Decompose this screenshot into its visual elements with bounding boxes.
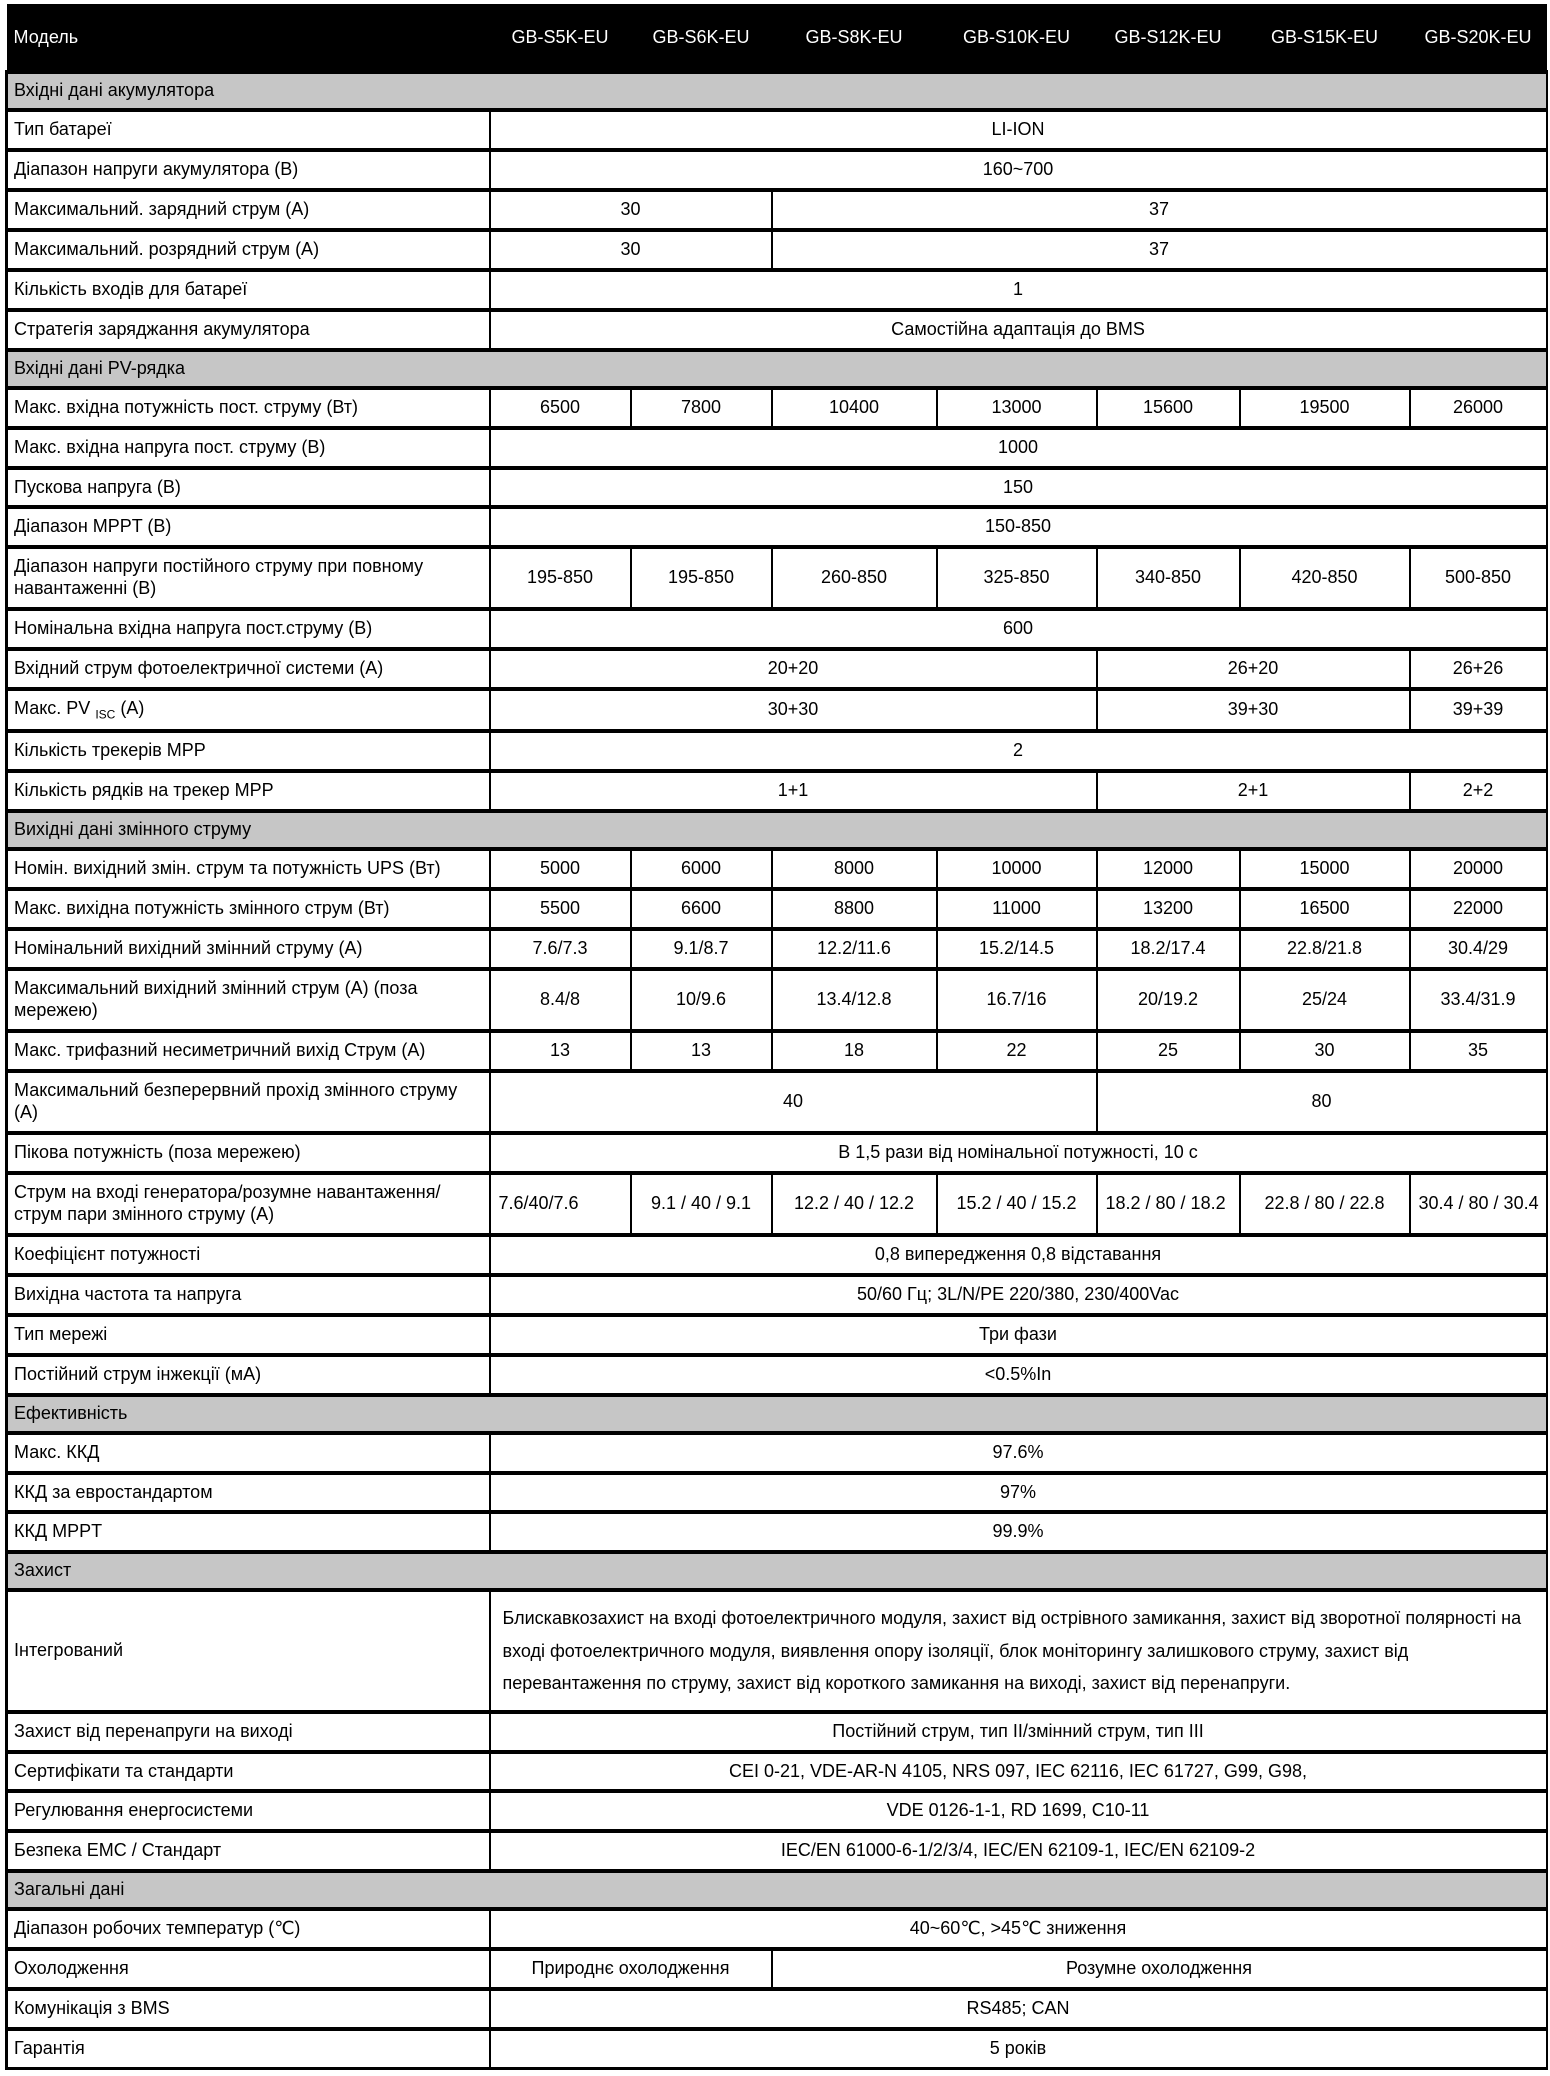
spec-row bbox=[7, 689, 1547, 731]
spec-value: 33.4/31.9 bbox=[1410, 969, 1547, 1031]
spec-value: 2+1 bbox=[1097, 771, 1410, 811]
spec-value: 39+30 bbox=[1097, 689, 1410, 731]
spec-value: 18.2/17.4 bbox=[1097, 929, 1240, 969]
spec-value: 1000 bbox=[490, 428, 1547, 468]
spec-label: Макс. ККД bbox=[7, 1433, 490, 1473]
spec-label: Стратегія заряджання акумулятора bbox=[7, 310, 490, 350]
spec-value: 16.7/16 bbox=[937, 969, 1097, 1031]
spec-value: 18 bbox=[772, 1031, 937, 1071]
section-row bbox=[7, 1871, 1547, 1909]
section-row bbox=[7, 1395, 1547, 1433]
spec-value: 12.2 / 40 / 12.2 bbox=[772, 1173, 937, 1235]
spec-value: 1 bbox=[490, 270, 1547, 310]
spec-value: 22.8 / 80 / 22.8 bbox=[1240, 1173, 1410, 1235]
spec-value: 30.4 / 80 / 30.4 bbox=[1410, 1173, 1547, 1235]
spec-row bbox=[7, 1752, 1547, 1792]
spec-value: 39+39 bbox=[1410, 689, 1547, 731]
spec-label: Струм на вході генератора/розумне навантаження/струм пари змінного струму (А) bbox=[7, 1173, 490, 1235]
spec-value: 2 bbox=[490, 731, 1547, 771]
spec-label: Комунікація з BMS bbox=[7, 1989, 490, 2029]
spec-value: Розумне охолодження bbox=[772, 1949, 1547, 1989]
spec-label: Захист від перенапруги на виході bbox=[7, 1712, 490, 1752]
model-name: GB-S10K-EU bbox=[937, 4, 1097, 72]
spec-row bbox=[7, 150, 1547, 190]
spec-value: 26000 bbox=[1410, 388, 1547, 428]
spec-label: Номінальна вхідна напруга пост.струму (В) bbox=[7, 609, 490, 649]
spec-row bbox=[7, 1949, 1547, 1989]
spec-label: Діапазон напруги постійного струму при повному навантаженні (В) bbox=[7, 547, 490, 609]
spec-value: В 1,5 рази від номінальної потужності, 10 с bbox=[490, 1133, 1547, 1173]
spec-table-body bbox=[7, 72, 1547, 2069]
section-row bbox=[7, 811, 1547, 849]
spec-label: Інтегрований bbox=[7, 1590, 490, 1711]
spec-row bbox=[7, 270, 1547, 310]
spec-row bbox=[7, 1590, 1547, 1711]
spec-value: 26+26 bbox=[1410, 649, 1547, 689]
spec-label: Максимальний. зарядний струм (А) bbox=[7, 190, 490, 230]
spec-value: 13200 bbox=[1097, 889, 1240, 929]
spec-label: Тип батареї bbox=[7, 110, 490, 150]
spec-value: 5 років bbox=[490, 2029, 1547, 2068]
spec-label: ККД MPPT bbox=[7, 1512, 490, 1552]
spec-value: 50/60 Гц; 3L/N/PE 220/380, 230/400Vac bbox=[490, 1275, 1547, 1315]
spec-value: 30+30 bbox=[490, 689, 1097, 731]
spec-label: Сертифікати та стандарти bbox=[7, 1752, 490, 1792]
spec-value: 10/9.6 bbox=[631, 969, 772, 1031]
spec-label: Діапазон робочих температур (℃) bbox=[7, 1909, 490, 1949]
section-title: Вихідні дані змінного струму bbox=[7, 811, 1547, 849]
spec-row bbox=[7, 1473, 1547, 1513]
spec-value: 19500 bbox=[1240, 388, 1410, 428]
spec-value: 5000 bbox=[490, 849, 631, 889]
spec-value: RS485; CAN bbox=[490, 1989, 1547, 2029]
spec-value: 26+20 bbox=[1097, 649, 1410, 689]
model-name: GB-S12K-EU bbox=[1097, 4, 1240, 72]
spec-value: 35 bbox=[1410, 1031, 1547, 1071]
spec-row bbox=[7, 428, 1547, 468]
spec-value: 1+1 bbox=[490, 771, 1097, 811]
spec-label: Макс. вихідна потужність змінного струм (Вт) bbox=[7, 889, 490, 929]
spec-value: 6600 bbox=[631, 889, 772, 929]
spec-value: 18.2 / 80 / 18.2 bbox=[1097, 1173, 1240, 1235]
spec-value: 99.9% bbox=[490, 1512, 1547, 1552]
spec-value: 97.6% bbox=[490, 1433, 1547, 1473]
spec-value: 2+2 bbox=[1410, 771, 1547, 811]
spec-sheet-page bbox=[0, 4, 1550, 2070]
spec-value: 420-850 bbox=[1240, 547, 1410, 609]
spec-label: Тип мережі bbox=[7, 1315, 490, 1355]
spec-row bbox=[7, 1831, 1547, 1871]
spec-value: VDE 0126-1-1, RD 1699, C10-11 bbox=[490, 1791, 1547, 1831]
spec-row bbox=[7, 1433, 1547, 1473]
spec-value: 97% bbox=[490, 1473, 1547, 1513]
spec-label: Максимальний безперервний прохід змінного струму (А) bbox=[7, 1071, 490, 1133]
section-row bbox=[7, 1552, 1547, 1590]
spec-value: Блискавкозахист на вході фотоелектричного модуля, захист від острівного замикання, захист від зворотної полярності на вході фотоелектричного модуля, виявлення опору ізоляції, блок моніторингу залишкового струму, захист від перевантаження по струму, захист від короткого замикання на виході, захист від перенапруги. bbox=[490, 1590, 1547, 1711]
spec-value: 7.6/40/7.6 bbox=[490, 1173, 631, 1235]
spec-value: 22.8/21.8 bbox=[1240, 929, 1410, 969]
spec-value: 37 bbox=[772, 190, 1547, 230]
spec-value: 600 bbox=[490, 609, 1547, 649]
model-name: GB-S5K-EU bbox=[490, 4, 631, 72]
spec-label: Макс. PV $_{ISC}$ (А) bbox=[7, 689, 490, 731]
section-title: Захист bbox=[7, 1552, 1547, 1590]
spec-row bbox=[7, 507, 1547, 547]
spec-value: 40~60℃, >45℃ зниження bbox=[490, 1909, 1547, 1949]
spec-label: Постійний струм інжекції (мА) bbox=[7, 1355, 490, 1395]
spec-value: 30 bbox=[1240, 1031, 1410, 1071]
spec-value: 195-850 bbox=[631, 547, 772, 609]
spec-value: 37 bbox=[772, 230, 1547, 270]
model-column-header: Модель bbox=[7, 4, 490, 72]
spec-row bbox=[7, 609, 1547, 649]
section-row bbox=[7, 72, 1547, 110]
spec-label: Вихідна частота та напруга bbox=[7, 1275, 490, 1315]
spec-value: 340-850 bbox=[1097, 547, 1240, 609]
spec-row bbox=[7, 649, 1547, 689]
spec-value: 30 bbox=[490, 190, 772, 230]
spec-value: 6500 bbox=[490, 388, 631, 428]
spec-value: Самостійна адаптація до BMS bbox=[490, 310, 1547, 350]
spec-value: 150 bbox=[490, 468, 1547, 508]
spec-value: 25/24 bbox=[1240, 969, 1410, 1031]
model-name: GB-S15K-EU bbox=[1240, 4, 1410, 72]
spec-value: 12.2/11.6 bbox=[772, 929, 937, 969]
section-title: Вхідні дані акумулятора bbox=[7, 72, 1547, 110]
spec-label: Макс. вхідна потужність пост. струму (Вт) bbox=[7, 388, 490, 428]
spec-value: 20000 bbox=[1410, 849, 1547, 889]
spec-value: 10000 bbox=[937, 849, 1097, 889]
spec-value: 8.4/8 bbox=[490, 969, 631, 1031]
spec-value: 13000 bbox=[937, 388, 1097, 428]
spec-label: Кількість рядків на трекер MPP bbox=[7, 771, 490, 811]
model-name: GB-S20K-EU bbox=[1410, 4, 1547, 72]
spec-label: Діапазон MPPT (В) bbox=[7, 507, 490, 547]
spec-row bbox=[7, 310, 1547, 350]
spec-value: 8000 bbox=[772, 849, 937, 889]
spec-label: Максимальний вихідний змінний струм (А) (поза мережею) bbox=[7, 969, 490, 1031]
spec-value: 15.2/14.5 bbox=[937, 929, 1097, 969]
spec-row bbox=[7, 1909, 1547, 1949]
spec-row bbox=[7, 1173, 1547, 1235]
spec-label: Макс. трифазний несиметричний вихід Струм (А) bbox=[7, 1031, 490, 1071]
spec-value: 150-850 bbox=[490, 507, 1547, 547]
spec-row bbox=[7, 2029, 1547, 2068]
spec-label: Макс. вхідна напруга пост. струму (В) bbox=[7, 428, 490, 468]
spec-value: 500-850 bbox=[1410, 547, 1547, 609]
spec-row bbox=[7, 1031, 1547, 1071]
spec-value: 11000 bbox=[937, 889, 1097, 929]
spec-value: 9.1/8.7 bbox=[631, 929, 772, 969]
spec-value: 15000 bbox=[1240, 849, 1410, 889]
spec-value: 7.6/7.3 bbox=[490, 929, 631, 969]
spec-row bbox=[7, 1989, 1547, 2029]
spec-label: Охолодження bbox=[7, 1949, 490, 1989]
spec-value: 15600 bbox=[1097, 388, 1240, 428]
spec-row bbox=[7, 1355, 1547, 1395]
spec-value: 80 bbox=[1097, 1071, 1547, 1133]
spec-label: Пікова потужність (поза мережею) bbox=[7, 1133, 490, 1173]
spec-value: 9.1 / 40 / 9.1 bbox=[631, 1173, 772, 1235]
spec-row bbox=[7, 1512, 1547, 1552]
spec-value: 30.4/29 bbox=[1410, 929, 1547, 969]
spec-row bbox=[7, 1275, 1547, 1315]
spec-value: 40 bbox=[490, 1071, 1097, 1133]
section-row bbox=[7, 350, 1547, 388]
section-title: Загальні дані bbox=[7, 1871, 1547, 1909]
spec-row bbox=[7, 771, 1547, 811]
spec-value: 260-850 bbox=[772, 547, 937, 609]
spec-row bbox=[7, 731, 1547, 771]
spec-value: 0,8 випередження 0,8 відставання bbox=[490, 1235, 1547, 1275]
spec-label: Пускова напруга (В) bbox=[7, 468, 490, 508]
spec-value: 195-850 bbox=[490, 547, 631, 609]
spec-value: LI-ION bbox=[490, 110, 1547, 150]
spec-row bbox=[7, 110, 1547, 150]
spec-label: Діапазон напруги акумулятора (В) bbox=[7, 150, 490, 190]
spec-value: Постійний струм, тип II/змінний струм, тип III bbox=[490, 1712, 1547, 1752]
spec-label: Коефіцієнт потужності bbox=[7, 1235, 490, 1275]
spec-row bbox=[7, 889, 1547, 929]
spec-value: 7800 bbox=[631, 388, 772, 428]
spec-row bbox=[7, 1712, 1547, 1752]
section-title: Ефективність bbox=[7, 1395, 1547, 1433]
spec-label: Кількість входів для батареї bbox=[7, 270, 490, 310]
spec-value: 13 bbox=[490, 1031, 631, 1071]
spec-label: Гарантія bbox=[7, 2029, 490, 2068]
spec-value: 6000 bbox=[631, 849, 772, 889]
spec-value: 20+20 bbox=[490, 649, 1097, 689]
spec-row bbox=[7, 969, 1547, 1031]
spec-row bbox=[7, 547, 1547, 609]
spec-value: 25 bbox=[1097, 1031, 1240, 1071]
spec-label: Номінальний вихідний змінний струму (А) bbox=[7, 929, 490, 969]
spec-value: 15.2 / 40 / 15.2 bbox=[937, 1173, 1097, 1235]
spec-value: 8800 bbox=[772, 889, 937, 929]
spec-row bbox=[7, 190, 1547, 230]
spec-value: 12000 bbox=[1097, 849, 1240, 889]
spec-value: 30 bbox=[490, 230, 772, 270]
spec-row bbox=[7, 1315, 1547, 1355]
spec-value: <0.5%In bbox=[490, 1355, 1547, 1395]
spec-label: Безпека EMC / Стандарт bbox=[7, 1831, 490, 1871]
spec-row bbox=[7, 1133, 1547, 1173]
spec-value: 13 bbox=[631, 1031, 772, 1071]
spec-label: Номін. вихідний змін. струм та потужність UPS (Вт) bbox=[7, 849, 490, 889]
model-name: GB-S8K-EU bbox=[772, 4, 937, 72]
spec-value: 5500 bbox=[490, 889, 631, 929]
spec-label: Регулювання енергосистеми bbox=[7, 1791, 490, 1831]
model-header-row bbox=[7, 4, 1547, 72]
spec-value: 325-850 bbox=[937, 547, 1097, 609]
spec-row bbox=[7, 929, 1547, 969]
spec-value: 13.4/12.8 bbox=[772, 969, 937, 1031]
spec-row bbox=[7, 1791, 1547, 1831]
spec-value: 160~700 bbox=[490, 150, 1547, 190]
spec-value: 20/19.2 bbox=[1097, 969, 1240, 1031]
model-name: GB-S6K-EU bbox=[631, 4, 772, 72]
spec-value: IEC/EN 61000-6-1/2/3/4, IEC/EN 62109-1, IEC/EN 62109-2 bbox=[490, 1831, 1547, 1871]
spec-value: 16500 bbox=[1240, 889, 1410, 929]
spec-row bbox=[7, 388, 1547, 428]
inverter-spec-table bbox=[5, 4, 1548, 2070]
spec-value: 22000 bbox=[1410, 889, 1547, 929]
spec-label: Кількість трекерів MPP bbox=[7, 731, 490, 771]
spec-value: Природнє охолодження bbox=[490, 1949, 772, 1989]
spec-row bbox=[7, 1235, 1547, 1275]
spec-value: Три фази bbox=[490, 1315, 1547, 1355]
spec-row bbox=[7, 230, 1547, 270]
spec-row bbox=[7, 468, 1547, 508]
spec-label: ККД за евростандартом bbox=[7, 1473, 490, 1513]
spec-value: CEI 0-21, VDE-AR-N 4105, NRS 097, IEC 62116, IEC 61727, G99, G98, bbox=[490, 1752, 1547, 1792]
spec-value: 10400 bbox=[772, 388, 937, 428]
spec-row bbox=[7, 849, 1547, 889]
spec-row bbox=[7, 1071, 1547, 1133]
section-title: Вхідні дані PV-рядка bbox=[7, 350, 1547, 388]
spec-label: Максимальний. розрядний струм (А) bbox=[7, 230, 490, 270]
spec-value: 22 bbox=[937, 1031, 1097, 1071]
spec-label: Вхідний струм фотоелектричної системи (А) bbox=[7, 649, 490, 689]
